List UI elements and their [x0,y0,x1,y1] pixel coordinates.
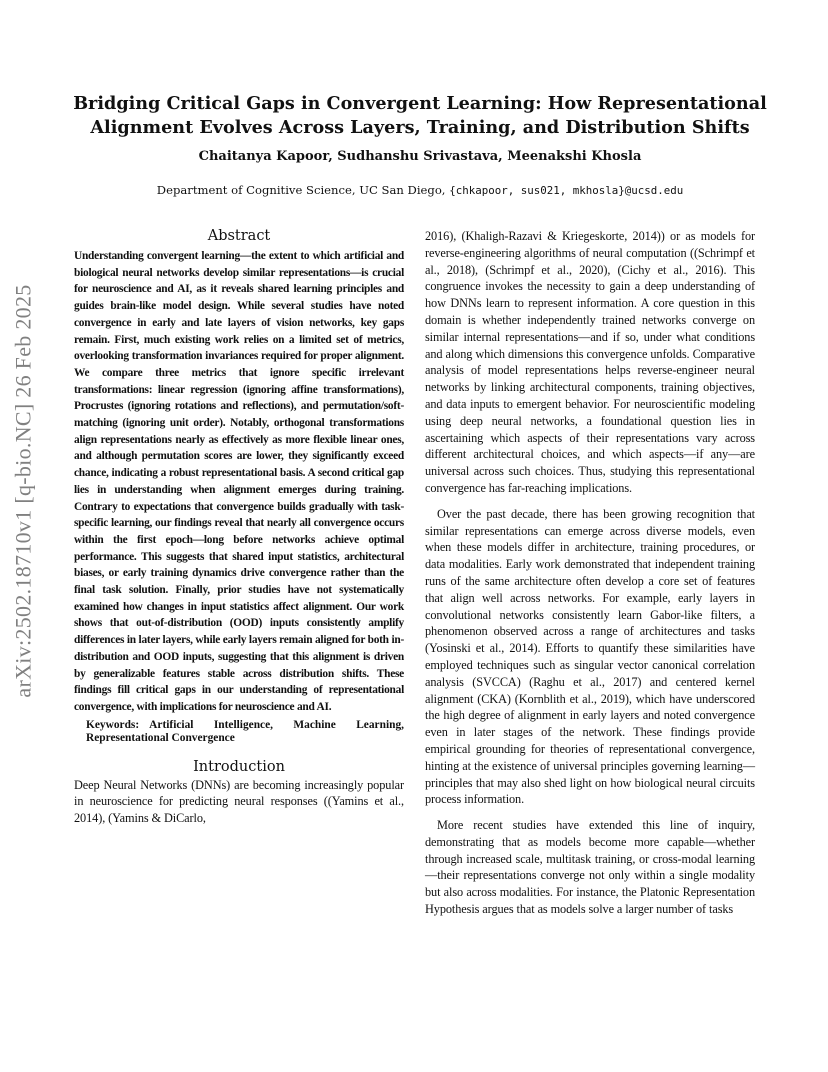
intro-paragraph-2: Over the past decade, there has been growing recognition that similar representations can emerge across diverse models, even when these models differ in architecture, training procedures, or data modalities. Early work demonstrated that independent training runs of the same architecture often develop a core set of features that align well across networks. For example, early layers in convolutional networks consistently learn Gabor-like filters, a phenomenon observed across a range of architectures and tasks (Yosinski et al., 2014). Efforts to quantify these similarities have employed techniques such as singular vector canonical correlation analysis (SVCCA) (Raghu et al., 2017) and centered kernel alignment (CKA) (Kornblith et al., 2019), which have underscored the high degree of alignment in early layers and noted convergence even in later stages of the network. These findings provide empirical grounding for theories of representational convergence, hinting at the existence of universal principles governing learning—principles that may also shed light on how biological neural circuits process information. [425,506,755,807]
author-emails: {chkapoor, sus021, mkhosla}@ucsd.edu [449,184,684,197]
left-column [74,226,404,827]
intro-paragraph-1-start: Deep Neural Networks (DNNs) are becoming increasingly popular in neuroscience for predicting neural responses ((Yamins et al., 2014), (Yamins & DiCarlo, [74,777,404,826]
affiliation-text: Department of Cognitive Science, UC San Diego, [156,183,450,197]
keywords [86,719,404,745]
author-list: Chaitanya Kapoor, Sudhanshu Srivastava, Meenakshi Khosla [198,149,642,164]
arxiv-identifier: arXiv:2502.18710v1 [q-bio.NC] 26 Feb 2025 [11,284,36,698]
abstract-body: Understanding convergent learning—the extent to which artificial and biological neural networks develop similar representations—is crucial for neuroscience and AI, as it reveals shared learning principles and guides brain-like model design. While several studies have noted convergence in early and late layers of vision networks, key gaps remain. First, much existing work relies on a limited set of metrics, overlooking transformation invariances required for proper alignment. We compare three metrics that ignore specific irrelevant transformations: linear regression (ignoring affine transformations), Procrustes (ignoring rotations and reflections), and permutation/soft-matching (ignoring unit order). Notably, orthogonal transformations align representations nearly as effectively as more flexible linear ones, and although permutation scores are lower, they significantly exceed chance, indicating a robust representational basis. A second critical gap lies in understanding when alignment emerges during training. Contrary to expectations that convergence builds gradually with task-specific learning, our findings reveal that nearly all convergence occurs within the first epoch—long before networks achieve optimal performance. This suggests that shared input statistics, architectural biases, or early training dynamics drive convergence rather than the final task solution. Finally, prior studies have not systematically examined how changes in input statistics affect alignment. Our work shows that out-of-distribution (OOD) inputs consistently amplify differences in later layers, while early layers remain aligned for both in-distribution and OOD inputs, suggesting that this alignment is driven by generalizable features stable across distribution shifts. These findings fill critical gaps in our understanding of representational convergence, with implications for neuroscience and AI. [74,250,404,713]
title-line-2: Alignment Evolves Across Layers, Training, and Distribution Shifts [90,117,750,138]
paper-title [60,92,780,140]
right-column [425,228,755,918]
arxiv-sidebar-stamp [4,256,44,726]
intro-paragraph-3: More recent studies have extended this line of inquiry, demonstrating that as models become more capable—whether through increased scale, multitask training, or cross-modal learning—their representations converge not only within a single modality but also across modalities. For instance, the Platonic Representation Hypothesis argues that as models solve a larger number of tasks [425,818,755,917]
title-line-1: Bridging Critical Gaps in Convergent Learning: How Representational [73,93,767,114]
keywords-label: Keywords: [86,718,140,731]
intro-paragraph-1-continued: 2016), (Khaligh-Razavi & Kriegeskorte, 2014)) or as models for reverse-engineering algorithms of neural computation ((Schrimpf et al., 2018), (Schrimpf et al., 2020), (Cichy et al., 2016). This congruence invokes the necessity to gain a deep understanding of how DNNs learn to represent information. A core question in this domain is whether independently trained networks converge on similar internal representations—and if so, under what conditions and along which dimensions this convergence unfolds. Comparative analysis of model representations helps reverse-engineer neural networks by linking architectural components, training objectives, and data inputs to emergent behavior. For neuroscientific modeling using deep neural networks, a foundational question lies in ascertaining which aspects of their representations vary across different architectural choices, and which aspects—if any—are universal across such choices. Thus, studying this representational convergence has far-reaching implications. [425,229,755,495]
affiliation [40,183,800,197]
abstract-heading: Abstract [207,228,271,244]
introduction-heading: Introduction [193,758,285,775]
keywords-list: Artificial Intelligence, Machine Learning, Representational Convergence [86,718,404,744]
